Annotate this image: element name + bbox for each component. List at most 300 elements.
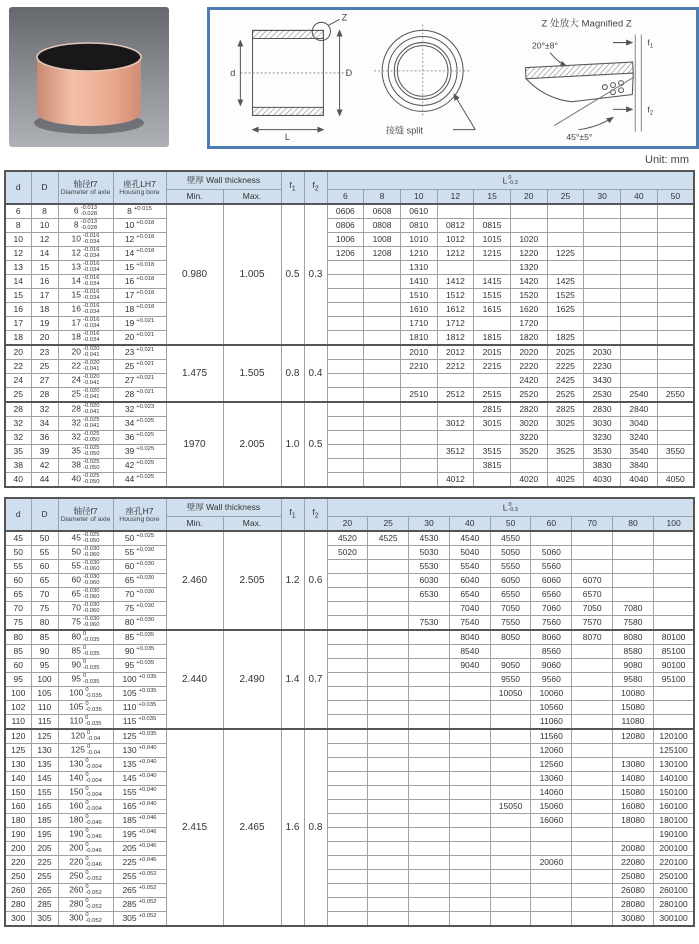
table-row xyxy=(5,870,694,884)
cell-D: 70 xyxy=(31,588,58,602)
cell-part-number xyxy=(364,261,401,275)
cell-D: 18 xyxy=(31,303,58,317)
cell-part-number xyxy=(657,331,694,346)
cell-axle: 65 -0.030 -0.060 xyxy=(58,588,113,602)
cell-axle: 200 0 -0.046 xyxy=(58,842,113,856)
cell-f2: 0.4 xyxy=(304,345,327,402)
cell-d: 38 xyxy=(5,459,31,473)
cell-axle: 24 -0.020 -0.041 xyxy=(58,374,113,388)
cell-part-number: 7080 xyxy=(613,602,654,616)
table-row xyxy=(5,574,694,588)
cell-part-number xyxy=(368,772,409,786)
cell-part-number xyxy=(368,870,409,884)
cell-part-number: 4550 xyxy=(490,531,531,546)
cell-part-number xyxy=(409,870,450,884)
cell-part-number: 2212 xyxy=(437,360,474,374)
table-row xyxy=(5,546,694,560)
cell-part-number: 14060 xyxy=(531,786,572,800)
cell-part-number: 1525 xyxy=(547,289,584,303)
cell-d: 180 xyxy=(5,814,31,828)
cell-bore: 44 $^{+0.025}$ xyxy=(113,473,166,488)
cell-part-number: 2025 xyxy=(547,345,584,360)
cell-part-number xyxy=(327,884,368,898)
cell-part-number: 8070 xyxy=(572,630,613,645)
cell-part-number xyxy=(490,912,531,927)
cell-part-number: 4050 xyxy=(657,473,694,488)
cell-d: 70 xyxy=(5,602,31,616)
cell-f1: 1.0 xyxy=(281,402,304,487)
dimension-table-large-sizes xyxy=(4,497,695,927)
cell-part-number: 250100 xyxy=(653,870,694,884)
cell-D: 255 xyxy=(31,870,58,884)
cell-part-number: 6530 xyxy=(409,588,450,602)
cell-part-number xyxy=(327,445,364,459)
col-header-d: d xyxy=(5,498,31,531)
cell-part-number xyxy=(368,744,409,758)
table-row xyxy=(5,402,694,417)
cell-part-number: 5030 xyxy=(409,546,450,560)
cell-part-number xyxy=(449,912,490,927)
cell-part-number: 5560 xyxy=(531,560,572,574)
cell-part-number: 4540 xyxy=(449,531,490,546)
cell-part-number xyxy=(327,374,364,388)
cell-part-number xyxy=(531,898,572,912)
cell-part-number xyxy=(657,261,694,275)
cell-D: 17 xyxy=(31,289,58,303)
col-header-min: Min. xyxy=(166,517,223,532)
cell-part-number xyxy=(613,828,654,842)
cell-part-number: 1620 xyxy=(510,303,547,317)
cell-part-number xyxy=(327,800,368,814)
cell-part-number xyxy=(621,275,658,289)
cell-part-number: 2525 xyxy=(547,388,584,403)
magnified-z-title: Z 处放大 Magnified Z xyxy=(541,18,632,30)
cell-part-number: 2825 xyxy=(547,402,584,417)
cell-part-number: 1008 xyxy=(364,233,401,247)
cell-part-number: 2510 xyxy=(400,388,437,403)
cell-part-number: 1215 xyxy=(474,247,511,261)
cell-axle: 20 -0.020 -0.041 xyxy=(58,345,113,360)
cell-part-number xyxy=(653,546,694,560)
cell-d: 12 xyxy=(5,247,31,261)
cell-part-number: 3220 xyxy=(510,431,547,445)
cell-part-number xyxy=(621,374,658,388)
cell-part-number xyxy=(368,800,409,814)
cell-d: 80 xyxy=(5,630,31,645)
cell-part-number xyxy=(449,758,490,772)
cell-axle: 60 -0.030 -0.060 xyxy=(58,574,113,588)
cell-part-number xyxy=(327,261,364,275)
cell-axle: 75 -0.030 -0.060 xyxy=(58,616,113,631)
table-row xyxy=(5,275,694,289)
cell-part-number: 6040 xyxy=(449,574,490,588)
cell-part-number: 1515 xyxy=(474,289,511,303)
cell-part-number xyxy=(368,786,409,800)
cell-part-number xyxy=(572,814,613,828)
cell-part-number xyxy=(368,884,409,898)
col-header-length: 6 xyxy=(327,190,364,205)
cell-part-number xyxy=(572,701,613,715)
cell-part-number xyxy=(400,473,437,488)
cell-part-number xyxy=(437,402,474,417)
cell-part-number: 1625 xyxy=(547,303,584,317)
cell-part-number: 8040 xyxy=(449,630,490,645)
cell-d: 60 xyxy=(5,574,31,588)
cell-part-number xyxy=(572,546,613,560)
cell-part-number: 0812 xyxy=(437,219,474,233)
cell-part-number xyxy=(474,261,511,275)
col-header-length: 60 xyxy=(531,517,572,532)
cell-part-number: 2512 xyxy=(437,388,474,403)
cell-part-number: 4025 xyxy=(547,473,584,488)
cell-part-number xyxy=(409,701,450,715)
cell-part-number xyxy=(327,602,368,616)
cell-part-number xyxy=(657,219,694,233)
cell-part-number: 1612 xyxy=(437,303,474,317)
col-header-length: 20 xyxy=(510,190,547,205)
cell-part-number xyxy=(409,856,450,870)
cell-D: 305 xyxy=(31,912,58,927)
cell-bore: 8 $^{+0.015}$ xyxy=(113,204,166,219)
cell-part-number: 7540 xyxy=(449,616,490,631)
cell-part-number: 1712 xyxy=(437,317,474,331)
cell-part-number xyxy=(653,602,694,616)
cell-part-number xyxy=(449,701,490,715)
col-header-length: 70 xyxy=(572,517,613,532)
cell-part-number xyxy=(368,687,409,701)
cell-axle: 18 -0.016 -0.034 xyxy=(58,331,113,346)
cell-axle: 85 0 -0.035 xyxy=(58,645,113,659)
cell-bore: 80 $^{+0.030}$ xyxy=(113,616,166,631)
cell-d: 22 xyxy=(5,360,31,374)
cell-d: 125 xyxy=(5,744,31,758)
table-row xyxy=(5,588,694,602)
cell-part-number xyxy=(327,687,368,701)
cell-part-number: 9060 xyxy=(531,659,572,673)
cell-wall-min: 2.440 xyxy=(166,630,223,729)
dim-label-d: d xyxy=(230,67,236,78)
cell-D: 125 xyxy=(31,729,58,744)
cell-wall-max: 1.505 xyxy=(223,345,281,402)
cell-part-number: 11560 xyxy=(531,729,572,744)
cell-part-number: 7050 xyxy=(572,602,613,616)
cell-bore: 70 $^{+0.030}$ xyxy=(113,588,166,602)
cell-part-number xyxy=(653,616,694,631)
cell-bore: 55 $^{+0.030}$ xyxy=(113,546,166,560)
cell-part-number xyxy=(409,645,450,659)
cell-part-number: 8540 xyxy=(449,645,490,659)
cell-part-number: 10560 xyxy=(531,701,572,715)
cell-axle: 12 -0.016 -0.034 xyxy=(58,247,113,261)
cell-d: 150 xyxy=(5,786,31,800)
cell-wall-min: 0.980 xyxy=(166,204,223,345)
cell-bore: 27 $^{+0.021}$ xyxy=(113,374,166,388)
cell-bore: 110 $^{+0.035}$ xyxy=(113,701,166,715)
cell-bore: 100 $^{+0.035}$ xyxy=(113,673,166,687)
cell-part-number: 0810 xyxy=(400,219,437,233)
cell-d: 65 xyxy=(5,588,31,602)
cell-d: 45 xyxy=(5,531,31,546)
cell-d: 55 xyxy=(5,560,31,574)
cell-part-number xyxy=(364,317,401,331)
col-header-length: 100 xyxy=(653,517,694,532)
cell-part-number: 1610 xyxy=(400,303,437,317)
table-row xyxy=(5,715,694,730)
cell-d: 60 xyxy=(5,659,31,673)
cell-part-number: 2840 xyxy=(621,402,658,417)
table-row xyxy=(5,828,694,842)
cell-part-number: 1512 xyxy=(437,289,474,303)
cell-part-number xyxy=(621,204,658,219)
table-row xyxy=(5,673,694,687)
cell-d: 8 xyxy=(5,219,31,233)
cell-bore: 20 $^{+0.021}$ xyxy=(113,331,166,346)
cell-part-number: 18080 xyxy=(613,814,654,828)
cell-D: 19 xyxy=(31,317,58,331)
col-header-max: Max. xyxy=(223,190,281,205)
cell-part-number xyxy=(327,473,364,488)
table-row xyxy=(5,744,694,758)
cell-part-number: 14080 xyxy=(613,772,654,786)
cell-axle: 35 -0.025 -0.050 xyxy=(58,445,113,459)
table-row xyxy=(5,912,694,927)
cell-part-number: 25080 xyxy=(613,870,654,884)
cell-part-number xyxy=(368,828,409,842)
cell-part-number xyxy=(368,856,409,870)
cell-f1: 1.6 xyxy=(281,729,304,926)
cell-part-number xyxy=(364,459,401,473)
cell-part-number: 3012 xyxy=(437,417,474,431)
cell-D: 155 xyxy=(31,786,58,800)
cell-part-number xyxy=(490,856,531,870)
cell-d: 100 xyxy=(5,687,31,701)
cell-part-number: 1208 xyxy=(364,247,401,261)
col-header-length: 30 xyxy=(584,190,621,205)
col-header-D: D xyxy=(31,171,58,204)
cell-part-number xyxy=(368,912,409,927)
table-row xyxy=(5,856,694,870)
cell-part-number: 3030 xyxy=(584,417,621,431)
cell-part-number xyxy=(327,772,368,786)
cell-part-number: 130100 xyxy=(653,758,694,772)
cell-part-number xyxy=(364,360,401,374)
cell-D: 55 xyxy=(31,546,58,560)
col-header-f2: $f_2$ xyxy=(304,171,327,204)
cell-part-number xyxy=(368,729,409,744)
cell-part-number xyxy=(327,912,368,927)
cell-d: 14 xyxy=(5,275,31,289)
cell-part-number xyxy=(572,744,613,758)
cell-part-number: 2010 xyxy=(400,345,437,360)
cell-part-number: 2820 xyxy=(510,402,547,417)
cell-d: 110 xyxy=(5,715,31,730)
cell-D: 34 xyxy=(31,417,58,431)
cell-part-number xyxy=(572,870,613,884)
cell-part-number xyxy=(621,303,658,317)
table-row xyxy=(5,560,694,574)
cell-part-number xyxy=(327,673,368,687)
cell-part-number xyxy=(368,546,409,560)
cell-part-number xyxy=(572,800,613,814)
cell-part-number xyxy=(364,275,401,289)
cell-part-number: 5540 xyxy=(449,560,490,574)
cell-part-number: 1615 xyxy=(474,303,511,317)
cell-part-number xyxy=(364,388,401,403)
col-header-min: Min. xyxy=(166,190,223,205)
col-header-length: 40 xyxy=(449,517,490,532)
cell-part-number xyxy=(657,247,694,261)
cell-part-number: 3525 xyxy=(547,445,584,459)
cell-part-number: 10080 xyxy=(613,687,654,701)
cell-part-number xyxy=(368,898,409,912)
cell-part-number xyxy=(449,729,490,744)
cell-D: 50 xyxy=(31,531,58,546)
cell-bore: 130 $^{+0.040}$ xyxy=(113,744,166,758)
cell-bore: 14 $^{+0.018}$ xyxy=(113,247,166,261)
cell-part-number: 1520 xyxy=(510,289,547,303)
cell-part-number: 2815 xyxy=(474,402,511,417)
cell-part-number: 2515 xyxy=(474,388,511,403)
cell-part-number xyxy=(437,459,474,473)
table-row xyxy=(5,786,694,800)
dim-label-Z: Z xyxy=(341,12,348,23)
cell-D: 265 xyxy=(31,884,58,898)
cell-part-number xyxy=(657,431,694,445)
cell-part-number xyxy=(327,729,368,744)
cell-part-number xyxy=(490,884,531,898)
cell-f2: 0.8 xyxy=(304,729,327,926)
cell-d: 6 xyxy=(5,204,31,219)
table-row xyxy=(5,687,694,701)
cell-part-number xyxy=(364,431,401,445)
cell-D: 39 xyxy=(31,445,58,459)
cell-D: 80 xyxy=(31,616,58,631)
cell-axle: 45 -0.025 -0.050 xyxy=(58,531,113,546)
cell-axle: 220 0 -0.046 xyxy=(58,856,113,870)
cell-part-number: 180100 xyxy=(653,814,694,828)
cell-part-number xyxy=(409,814,450,828)
cell-part-number xyxy=(364,402,401,417)
col-header-f1: $f_1$ xyxy=(281,171,304,204)
cell-part-number: 1006 xyxy=(327,233,364,247)
cell-part-number xyxy=(409,602,450,616)
cell-part-number: 2210 xyxy=(400,360,437,374)
cell-part-number xyxy=(400,431,437,445)
cell-part-number xyxy=(613,531,654,546)
cell-part-number xyxy=(449,898,490,912)
cell-part-number xyxy=(657,204,694,219)
cell-part-number xyxy=(613,560,654,574)
cell-D: 20 xyxy=(31,331,58,346)
cell-part-number: 28080 xyxy=(613,898,654,912)
cell-part-number: 2830 xyxy=(584,402,621,417)
cell-part-number: 22080 xyxy=(613,856,654,870)
col-header-f2: $f_2$ xyxy=(304,498,327,531)
cell-D: 16 xyxy=(31,275,58,289)
cell-d: 25 xyxy=(5,388,31,403)
cell-part-number xyxy=(572,786,613,800)
cell-axle: 22 -0.020 -0.041 xyxy=(58,360,113,374)
cell-part-number xyxy=(572,772,613,786)
cell-part-number: 12060 xyxy=(531,744,572,758)
cell-part-number: 26080 xyxy=(613,884,654,898)
cell-part-number: 7050 xyxy=(490,602,531,616)
cell-bore: 90 $^{+0.035}$ xyxy=(113,645,166,659)
cell-part-number: 4040 xyxy=(621,473,658,488)
cell-part-number xyxy=(613,588,654,602)
cell-part-number: 8060 xyxy=(531,630,572,645)
cell-axle: 95 0 -0.035 xyxy=(58,673,113,687)
cell-part-number: 0815 xyxy=(474,219,511,233)
cell-part-number xyxy=(364,417,401,431)
cell-part-number xyxy=(409,912,450,927)
cell-part-number: 15050 xyxy=(490,800,531,814)
cell-part-number xyxy=(327,459,364,473)
cell-part-number: 6550 xyxy=(490,588,531,602)
cell-D: 205 xyxy=(31,842,58,856)
cell-d: 50 xyxy=(5,546,31,560)
cell-wall-max: 2.505 xyxy=(223,531,281,630)
cell-axle: 8 -0.013 -0.028 xyxy=(58,219,113,233)
cell-part-number xyxy=(490,828,531,842)
cell-D: 23 xyxy=(31,345,58,360)
cell-part-number xyxy=(327,842,368,856)
col-header-length: 50 xyxy=(657,190,694,205)
cell-part-number: 4525 xyxy=(368,531,409,546)
table-row xyxy=(5,374,694,388)
cell-part-number xyxy=(409,786,450,800)
cell-part-number: 10050 xyxy=(490,687,531,701)
cell-part-number: 1720 xyxy=(510,317,547,331)
cell-part-number xyxy=(584,204,621,219)
cell-part-number: 16060 xyxy=(531,814,572,828)
cell-part-number: 4012 xyxy=(437,473,474,488)
cell-part-number xyxy=(572,828,613,842)
cell-D: 130 xyxy=(31,744,58,758)
table-row xyxy=(5,219,694,233)
cell-part-number: 6560 xyxy=(531,588,572,602)
cell-part-number: 8580 xyxy=(613,645,654,659)
cell-part-number: 8560 xyxy=(531,645,572,659)
cell-part-number xyxy=(437,204,474,219)
cell-part-number xyxy=(584,289,621,303)
cell-part-number: 0606 xyxy=(327,204,364,219)
cell-part-number xyxy=(547,233,584,247)
cell-part-number xyxy=(368,560,409,574)
cell-bore: 42 $^{+0.025}$ xyxy=(113,459,166,473)
cell-part-number: 12560 xyxy=(531,758,572,772)
cell-f2: 0.5 xyxy=(304,402,327,487)
cell-part-number: 3015 xyxy=(474,417,511,431)
cell-bore: 65 $^{+0.030}$ xyxy=(113,574,166,588)
cell-f1: 0.5 xyxy=(281,204,304,345)
cell-axle: 100 0 -0.035 xyxy=(58,687,113,701)
cell-bore: 75 $^{+0.030}$ xyxy=(113,602,166,616)
cell-axle: 140 0 -0.004 xyxy=(58,772,113,786)
cell-axle: 25 -0.020 -0.041 xyxy=(58,388,113,403)
table-row xyxy=(5,317,694,331)
cell-part-number: 1410 xyxy=(400,275,437,289)
cell-d: 40 xyxy=(5,473,31,488)
cell-D: 85 xyxy=(31,630,58,645)
cell-part-number: 1510 xyxy=(400,289,437,303)
table-row xyxy=(5,459,694,473)
cell-part-number: 300100 xyxy=(653,912,694,927)
cell-part-number: 190100 xyxy=(653,828,694,842)
cell-part-number xyxy=(368,715,409,730)
cell-part-number xyxy=(613,546,654,560)
cell-axle: 28 -0.020 -0.041 xyxy=(58,402,113,417)
